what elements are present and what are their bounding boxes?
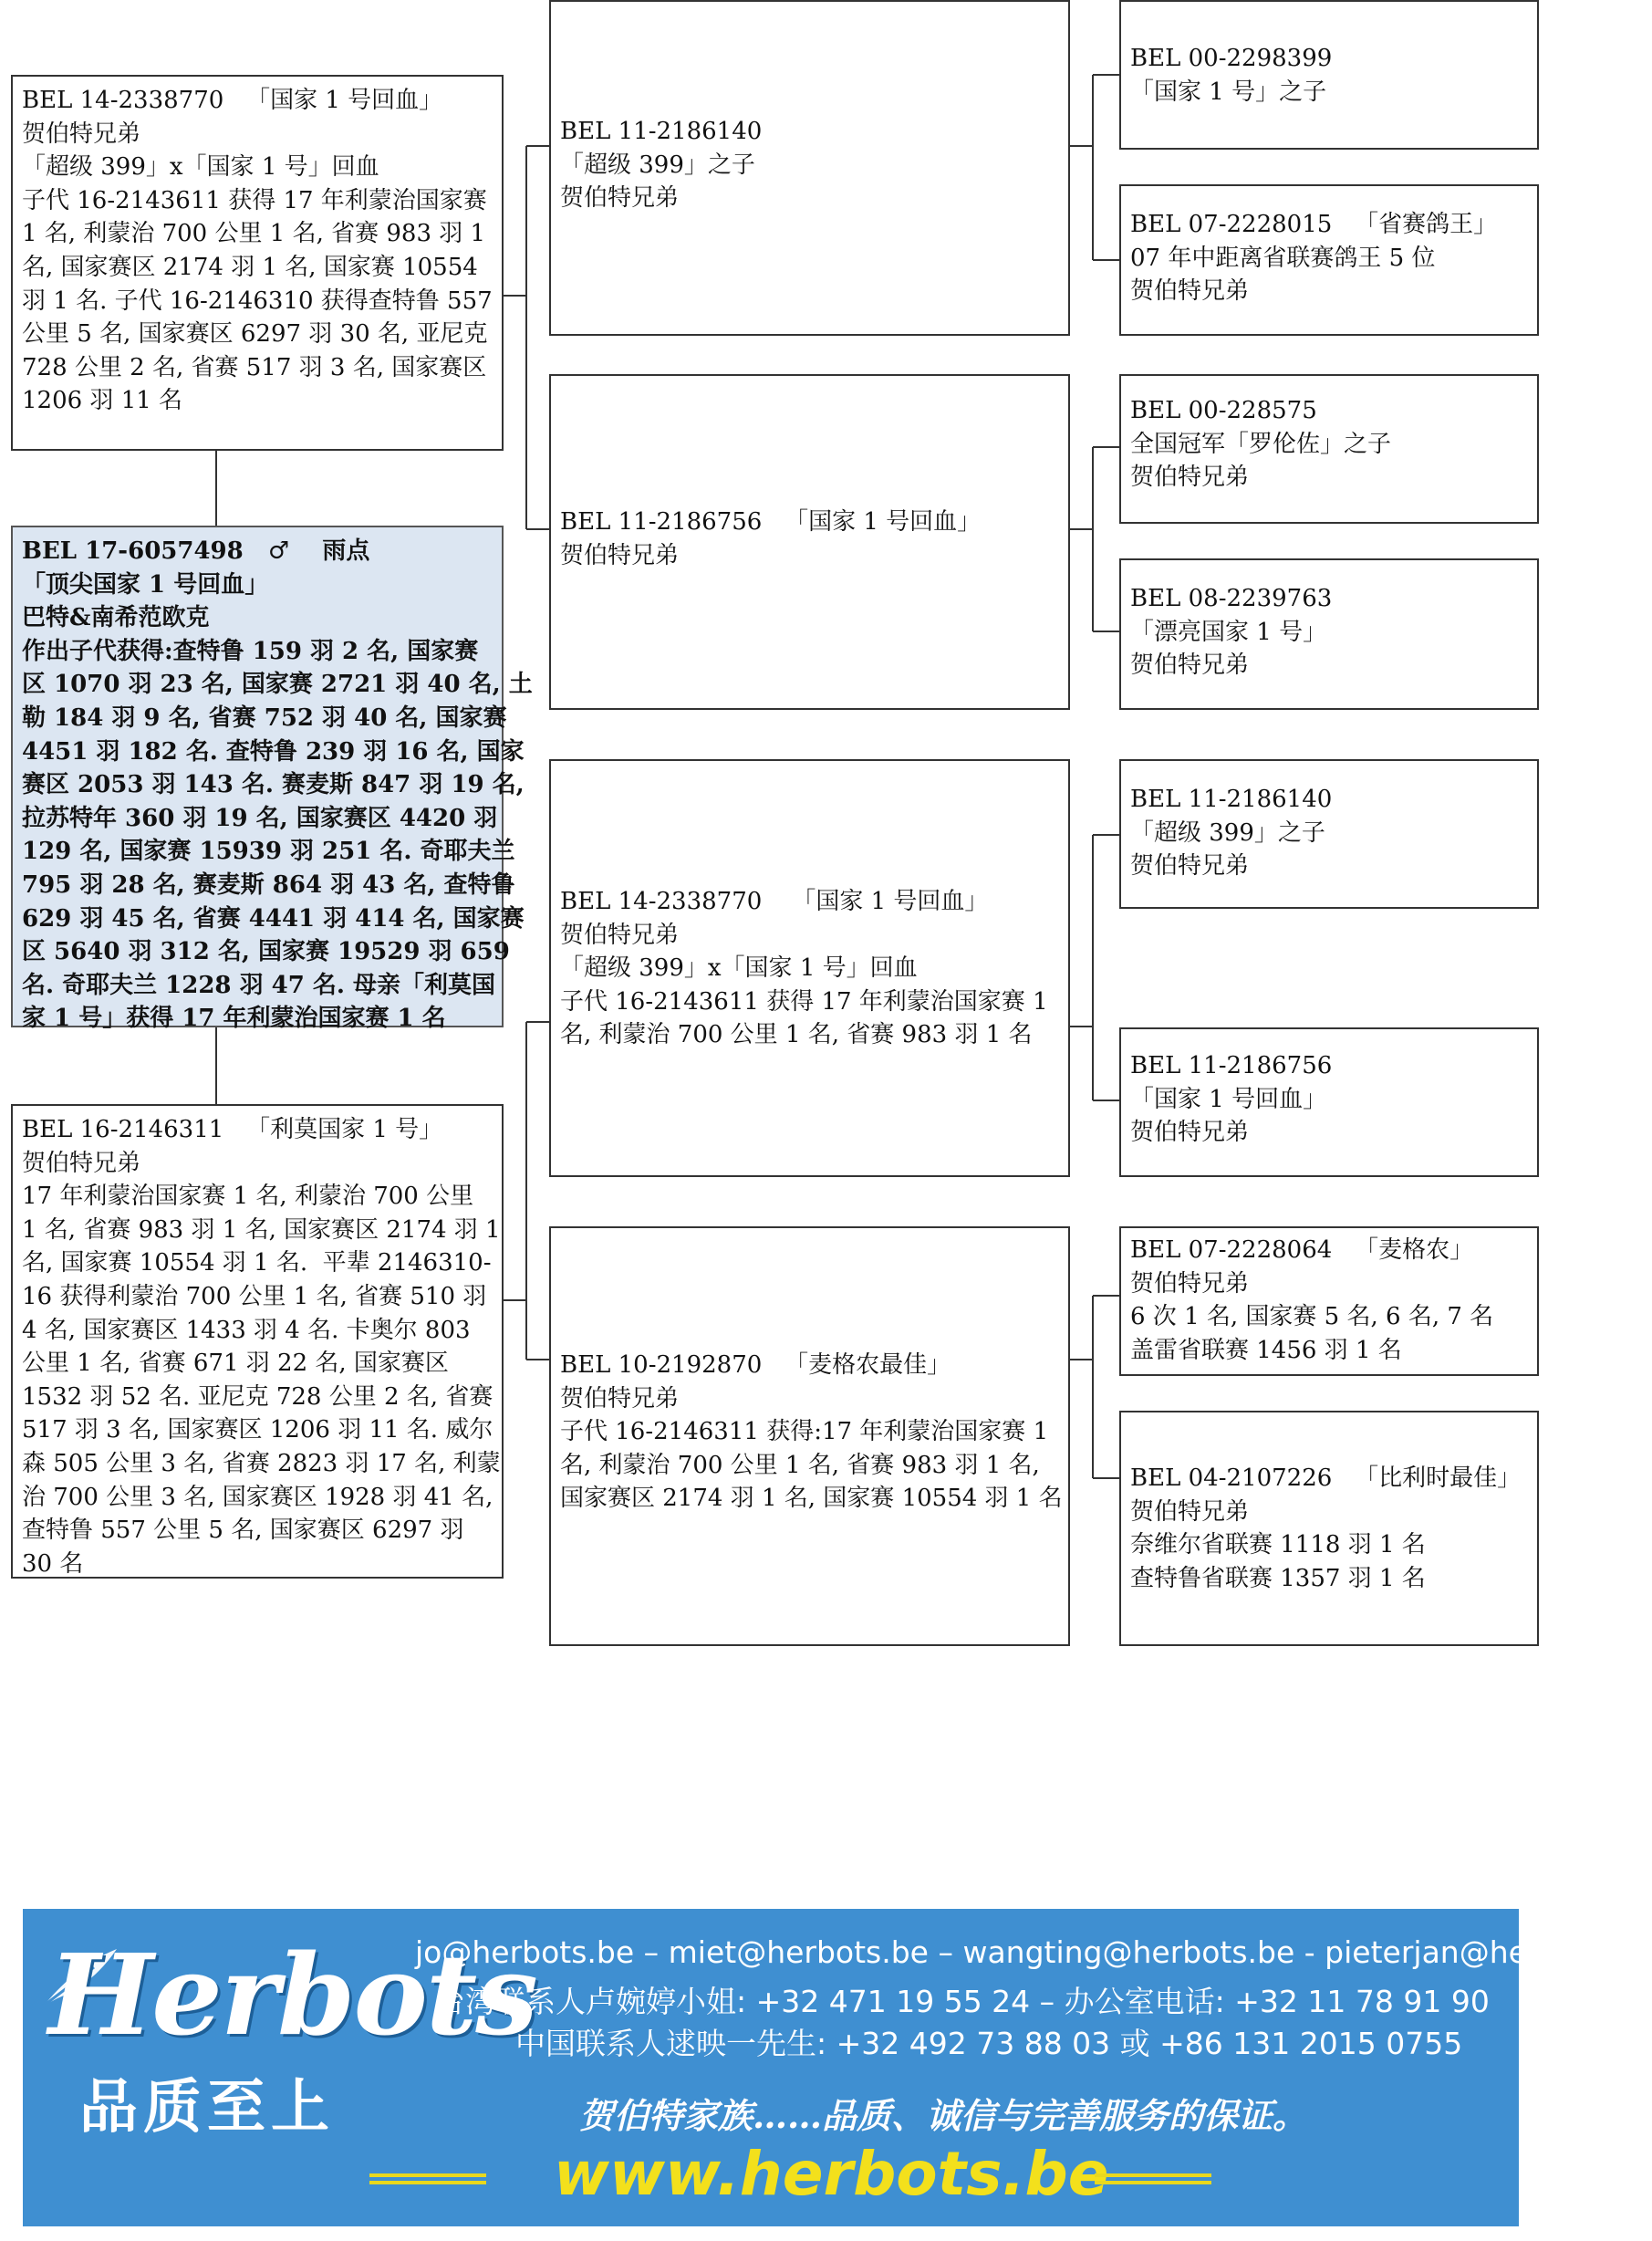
china-contact: 中国联系人逑映一先生: +32 492 73 88 03 或 +86 131 2015 0755 bbox=[515, 2026, 1463, 2061]
gen3-card-4 bbox=[1119, 558, 1539, 710]
gen3-line: BEL 00-2298399 bbox=[1130, 45, 1333, 72]
gen3-line: 「国家 1 号」之子 bbox=[1130, 78, 1327, 106]
gen3-text bbox=[1130, 1462, 1530, 1595]
gen3-text bbox=[1130, 42, 1530, 109]
sire-card bbox=[11, 75, 504, 451]
gen3-line: 贺伯特兄弟 bbox=[1130, 464, 1250, 492]
subject-line: 名. 奇耶夫兰 1228 羽 47 名. 母亲「利莫国 bbox=[22, 971, 495, 999]
gen3-line: 贺伯特兄弟 bbox=[1130, 1119, 1250, 1147]
gen3-line: 「漂亮国家 1 号」 bbox=[1130, 618, 1327, 646]
gen3-line: 盖雷省联赛 1456 羽 1 名 bbox=[1130, 1336, 1402, 1364]
subject-line: 作出子代获得:查特鲁 159 羽 2 名, 国家赛 bbox=[22, 637, 479, 665]
gen3-line: BEL 07-2228064 「麦格农」 bbox=[1130, 1236, 1474, 1264]
slogan: 品质至上 bbox=[79, 2074, 335, 2142]
granddam-paternal-card bbox=[549, 374, 1070, 710]
gen2-line: BEL 11-2186140 bbox=[560, 118, 763, 145]
dam-line: BEL 16-2146311 「利莫国家 1 号」 bbox=[22, 1116, 443, 1143]
divider-right bbox=[1095, 2173, 1211, 2184]
subject-line: 勒 184 羽 9 名, 省赛 752 羽 40 名, 国家赛 bbox=[22, 704, 507, 732]
gen3-card-5 bbox=[1119, 759, 1539, 909]
subject-text bbox=[22, 535, 533, 1036]
sire-line: BEL 14-2338770 「国家 1 号回血」 bbox=[22, 87, 443, 114]
subject-line: 795 羽 28 名, 赛麦斯 864 羽 43 名, 查特鲁 bbox=[22, 870, 515, 899]
dam-card bbox=[11, 1104, 504, 1579]
dam-line: 公里 1 名, 省赛 671 羽 22 名, 国家赛区 bbox=[22, 1350, 449, 1378]
gen3-line: BEL 11-2186756 bbox=[1130, 1052, 1333, 1079]
gen3-text bbox=[1130, 1049, 1530, 1150]
gen3-line: 贺伯特兄弟 bbox=[1130, 1269, 1250, 1298]
herbots-banner bbox=[23, 1909, 1652, 2226]
gen2-line: 贺伯特兄弟 bbox=[560, 184, 680, 213]
gen2-line: 国家赛区 2174 羽 1 名, 国家赛 10554 羽 1 名 bbox=[560, 1485, 1063, 1513]
dam-line: 1532 羽 52 名. 亚尼克 728 公里 2 名, 省赛 bbox=[22, 1382, 494, 1411]
gen3-line: 「国家 1 号回血」 bbox=[1130, 1085, 1327, 1113]
dam-line: 名, 国家赛 10554 羽 1 名. 平辈 2146310- bbox=[22, 1249, 492, 1277]
granddam-paternal-text bbox=[560, 506, 1061, 572]
sire-line: 子代 16-2143611 获得 17 年利蒙治国家赛 bbox=[22, 186, 487, 214]
email-contacts[interactable]: jo@herbots.be – miet@herbots.be – wangting@herbots.be - pieterjan@herbots.be bbox=[415, 1934, 1652, 1970]
subject-line: 拉苏特年 360 羽 19 名, 国家赛区 4420 羽 bbox=[22, 804, 498, 832]
subject-line: 区 1070 羽 23 名, 国家赛 2721 羽 40 名, 土 bbox=[22, 671, 533, 699]
sire-line: 名, 国家赛区 2174 羽 1 名, 国家赛 10554 bbox=[22, 253, 478, 281]
gen3-line: BEL 00-228575 bbox=[1130, 397, 1317, 424]
sire-line: 贺伯特兄弟 bbox=[22, 120, 141, 148]
sire-line: 1 名, 利蒙治 700 公里 1 名, 省赛 983 羽 1 bbox=[22, 220, 486, 248]
gen2-line: 贺伯特兄弟 bbox=[560, 1384, 680, 1412]
gen2-line: 子代 16-2146311 获得:17 年利蒙治国家赛 1 bbox=[560, 1418, 1049, 1446]
granddam-maternal-text bbox=[560, 1349, 1061, 1516]
gen3-line: 查特鲁省联赛 1357 羽 1 名 bbox=[1130, 1564, 1426, 1592]
dam-line: 30 名 bbox=[22, 1549, 84, 1578]
gen3-line: BEL 07-2228015 「省赛鸽王」 bbox=[1130, 211, 1498, 238]
sire-line: 1206 羽 11 名 bbox=[22, 387, 183, 415]
sire-line: 「超级 399」x「国家 1 号」回血 bbox=[22, 153, 379, 182]
sire-line: 728 公里 2 名, 省赛 517 羽 3 名, 国家赛区 bbox=[22, 353, 487, 381]
dam-line: 17 年利蒙治国家赛 1 名, 利蒙治 700 公里 bbox=[22, 1183, 474, 1211]
gen3-line: 奈维尔省联赛 1118 羽 1 名 bbox=[1130, 1531, 1426, 1559]
gen2-line: 贺伯特兄弟 bbox=[560, 921, 680, 949]
gen3-text bbox=[1130, 582, 1530, 683]
gen2-line: BEL 10-2192870 「麦格农最佳」 bbox=[560, 1351, 951, 1379]
gen2-line: BEL 11-2186756 「国家 1 号回血」 bbox=[560, 508, 982, 536]
grandsire-maternal-card bbox=[549, 759, 1070, 1177]
gen2-line: 子代 16-2143611 获得 17 年利蒙治国家赛 1 bbox=[560, 987, 1048, 1016]
subject-line: 129 名, 国家赛 15939 羽 251 名. 奇耶夫兰 bbox=[22, 838, 515, 866]
divider-left bbox=[369, 2173, 486, 2184]
gen3-text bbox=[1130, 783, 1530, 883]
gen3-line: 贺伯特兄弟 bbox=[1130, 651, 1250, 680]
gen3-line: BEL 11-2186140 bbox=[1130, 786, 1333, 813]
tagline: 贺伯特家族……品质、诚信与完善服务的保证。 bbox=[579, 2095, 1308, 2136]
gen3-line: 6 次 1 名, 国家赛 5 名, 6 名, 7 名 bbox=[1130, 1303, 1494, 1331]
subject-line: 629 羽 45 名, 省赛 4441 羽 414 名, 国家赛 bbox=[22, 904, 525, 933]
grandsire-paternal-card bbox=[549, 0, 1070, 336]
gen3-line: 「超级 399」之子 bbox=[1130, 818, 1325, 847]
gen3-card-6 bbox=[1119, 1027, 1539, 1177]
gen3-text bbox=[1130, 394, 1530, 495]
gen2-line: 名, 利蒙治 700 公里 1 名, 省赛 983 羽 1 名 bbox=[560, 1021, 1033, 1049]
dam-line: 1 名, 省赛 983 羽 1 名, 国家赛区 2174 羽 1 bbox=[22, 1215, 501, 1244]
gen2-line: 「超级 399」x「国家 1 号」回血 bbox=[560, 954, 918, 983]
dam-line: 517 羽 3 名, 国家赛区 1206 羽 11 名. 威尔 bbox=[22, 1416, 494, 1444]
gen3-line: BEL 08-2239763 bbox=[1130, 585, 1333, 612]
gen3-text bbox=[1130, 1234, 1530, 1367]
gen2-line: BEL 14-2338770 「国家 1 号回血」 bbox=[560, 888, 989, 915]
subject-card bbox=[11, 526, 533, 1033]
sire-line: 羽 1 名. 子代 16-2146310 获得查特鲁 557 bbox=[22, 287, 493, 315]
dam-line: 16 获得利蒙治 700 公里 1 名, 省赛 510 羽 bbox=[22, 1282, 487, 1310]
gen3-line: 贺伯特兄弟 bbox=[1130, 852, 1250, 881]
gen3-card-2 bbox=[1119, 184, 1539, 336]
website-link[interactable]: www.herbots.be bbox=[554, 2139, 1109, 2209]
gen3-card-3 bbox=[1119, 374, 1539, 524]
gen3-card-8 bbox=[1119, 1411, 1539, 1646]
gen3-card-1 bbox=[1119, 0, 1539, 150]
gen2-line: 「超级 399」之子 bbox=[560, 151, 755, 179]
granddam-maternal-card bbox=[549, 1226, 1070, 1646]
gen3-text bbox=[1130, 208, 1530, 308]
herbots-logo: Herbots bbox=[48, 1929, 536, 2060]
dam-line: 森 505 公里 3 名, 省赛 2823 羽 17 名, 利蒙 bbox=[22, 1449, 501, 1477]
grandsire-paternal-text bbox=[560, 115, 1061, 215]
dam-line: 查特鲁 557 公里 5 名, 国家赛区 6297 羽 bbox=[22, 1517, 464, 1545]
gen2-line: 贺伯特兄弟 bbox=[560, 541, 680, 569]
taiwan-contact: 台湾联系人卢婉婷小姐: +32 471 19 55 24 – 办公室电话: +32 11 78 91 90 bbox=[435, 1984, 1490, 2019]
dam-text bbox=[22, 1113, 501, 1580]
subject-line: 「顶尖国家 1 号回血」 bbox=[22, 570, 269, 599]
gen3-line: 全国冠军「罗伦佐」之子 bbox=[1130, 430, 1392, 458]
subject-line: 区 5640 羽 312 名, 国家赛 19529 羽 659 bbox=[22, 938, 510, 966]
dam-line: 4 名, 国家赛区 1433 羽 4 名. 卡奥尔 803 bbox=[22, 1316, 471, 1344]
sire-text bbox=[22, 84, 494, 418]
subject-line: 家 1 号」获得 17 年利蒙治国家赛 1 名 bbox=[22, 1005, 446, 1033]
dam-line: 贺伯特兄弟 bbox=[22, 1149, 141, 1177]
gen3-line: 贺伯特兄弟 bbox=[1130, 1497, 1250, 1526]
gen2-line: 名, 利蒙治 700 公里 1 名, 省赛 983 羽 1 名, bbox=[560, 1451, 1040, 1479]
gen3-line: 07 年中距离省联赛鸽王 5 位 bbox=[1130, 244, 1436, 272]
grandsire-maternal-text bbox=[560, 885, 1061, 1052]
gen3-line: BEL 04-2107226 「比利时最佳」 bbox=[1130, 1464, 1522, 1492]
subject-line: BEL 17-6057498 ♂ 雨点 bbox=[22, 537, 370, 565]
gen3-card-7 bbox=[1119, 1226, 1539, 1376]
subject-line: 赛区 2053 羽 143 名. 赛麦斯 847 羽 19 名, bbox=[22, 771, 525, 799]
subject-line: 4451 羽 182 名. 查特鲁 239 羽 16 名, 国家 bbox=[22, 737, 525, 766]
gen3-line: 贺伯特兄弟 bbox=[1130, 277, 1250, 306]
subject-line: 巴特&南希范欧克 bbox=[22, 604, 210, 632]
dam-line: 治 700 公里 3 名, 国家赛区 1928 羽 41 名, bbox=[22, 1483, 494, 1511]
sire-line: 公里 5 名, 国家赛区 6297 羽 30 名, 亚尼克 bbox=[22, 320, 488, 349]
